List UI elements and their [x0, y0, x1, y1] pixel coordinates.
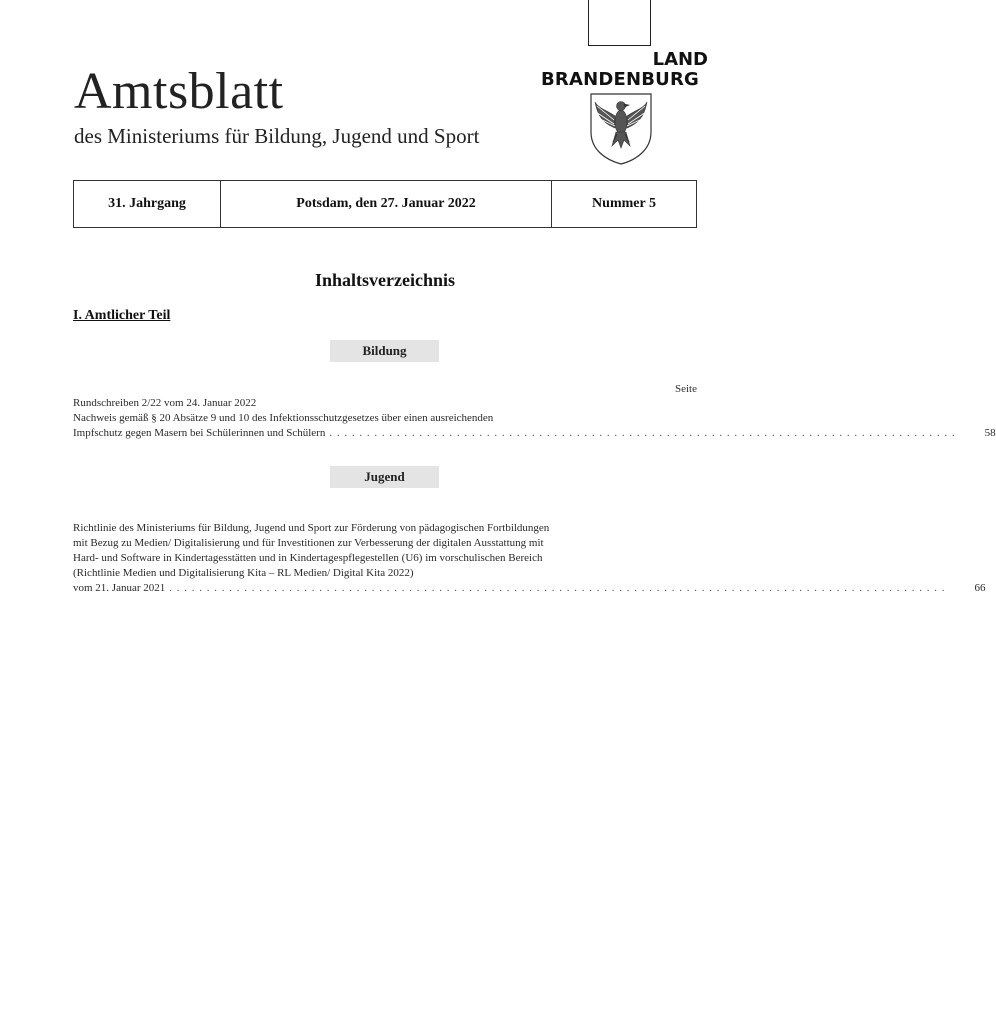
- gazette-subtitle: des Ministeriums für Bildung, Jugend und Sport: [74, 124, 480, 148]
- toc-entry-last-line: [73, 426, 996, 441]
- toc-entry-line: Impfschutz gegen Masern bei Schülerinnen und Schülern: [73, 427, 326, 439]
- issue-volume: 31. Jahrgang: [74, 181, 221, 227]
- logo-land-text: LAND: [652, 49, 708, 70]
- issue-info-table: [73, 180, 697, 228]
- toc-entry-page: 66: [974, 582, 986, 594]
- gazette-title: Amtsblatt: [74, 63, 284, 120]
- toc-entry-richtlinie[interactable]: [73, 521, 986, 596]
- toc-heading: Inhaltsverzeichnis: [314, 270, 455, 290]
- section-header-jugend: Jugend: [330, 466, 439, 488]
- page-column-label: Seite: [675, 383, 697, 395]
- toc-entry-line: Rundschreiben 2/22 vom 24. Januar 2022: [73, 397, 257, 409]
- logo-brandenburg-text: BRANDENBURG: [540, 69, 700, 90]
- dot-leader: . . . . . . . . . . . . . . . . . . . . . . . . . . . . . . . . . . . . . . . . . . . . . . . . . . . . . . . . . . . . . . . . . . . . . . . . . . . . . . . . . . . .: [329, 427, 956, 439]
- dot-leader: . . . . . . . . . . . . . . . . . . . . . . . . . . . . . . . . . . . . . . . . . . . . . . . . . . . . . . . . . . . . . . . . . . . . . . . . . . . . . . . . . . . . . . . . . . . . . . . . . . . . . . . .: [169, 582, 946, 594]
- toc-entry-line: Hard- und Software in Kindertagesstätten und in Kindertagespflegestellen (U6) im vorschulischen Bereich: [73, 552, 543, 564]
- toc-entry-line: vom 21. Januar 2021: [73, 582, 166, 594]
- part-heading-official: I. Amtlicher Teil: [73, 308, 171, 323]
- toc-entry-line: mit Bezug zu Medien/ Digitalisierung und für Investitionen zur Verbesserung der digitalen Ausstattung mit: [73, 537, 544, 549]
- toc-entry-line: Richtlinie des Ministeriums für Bildung, Jugend und Sport zur Förderung von pädagogischen Fortbildungen: [73, 522, 550, 534]
- toc-entry-page: 58: [984, 427, 996, 439]
- section-header-bildung: Bildung: [330, 340, 439, 362]
- toc-entry-line: Nachweis gemäß § 20 Absätze 9 und 10 des Infektionsschutzgesetzes über einen ausreichenden: [73, 412, 494, 424]
- issue-number: Nummer 5: [592, 196, 656, 211]
- toc-entry-line: (Richtlinie Medien und Digitalisierung Kita – RL Medien/ Digital Kita 2022): [73, 567, 414, 579]
- issue-place-date: Potsdam, den 27. Januar 2022: [221, 181, 552, 227]
- toc-entry-last-line: [73, 581, 986, 596]
- logo-frame-bar: [588, 0, 651, 46]
- brandenburg-eagle-icon: [588, 92, 654, 166]
- toc-entry-rundschreiben[interactable]: [73, 396, 996, 441]
